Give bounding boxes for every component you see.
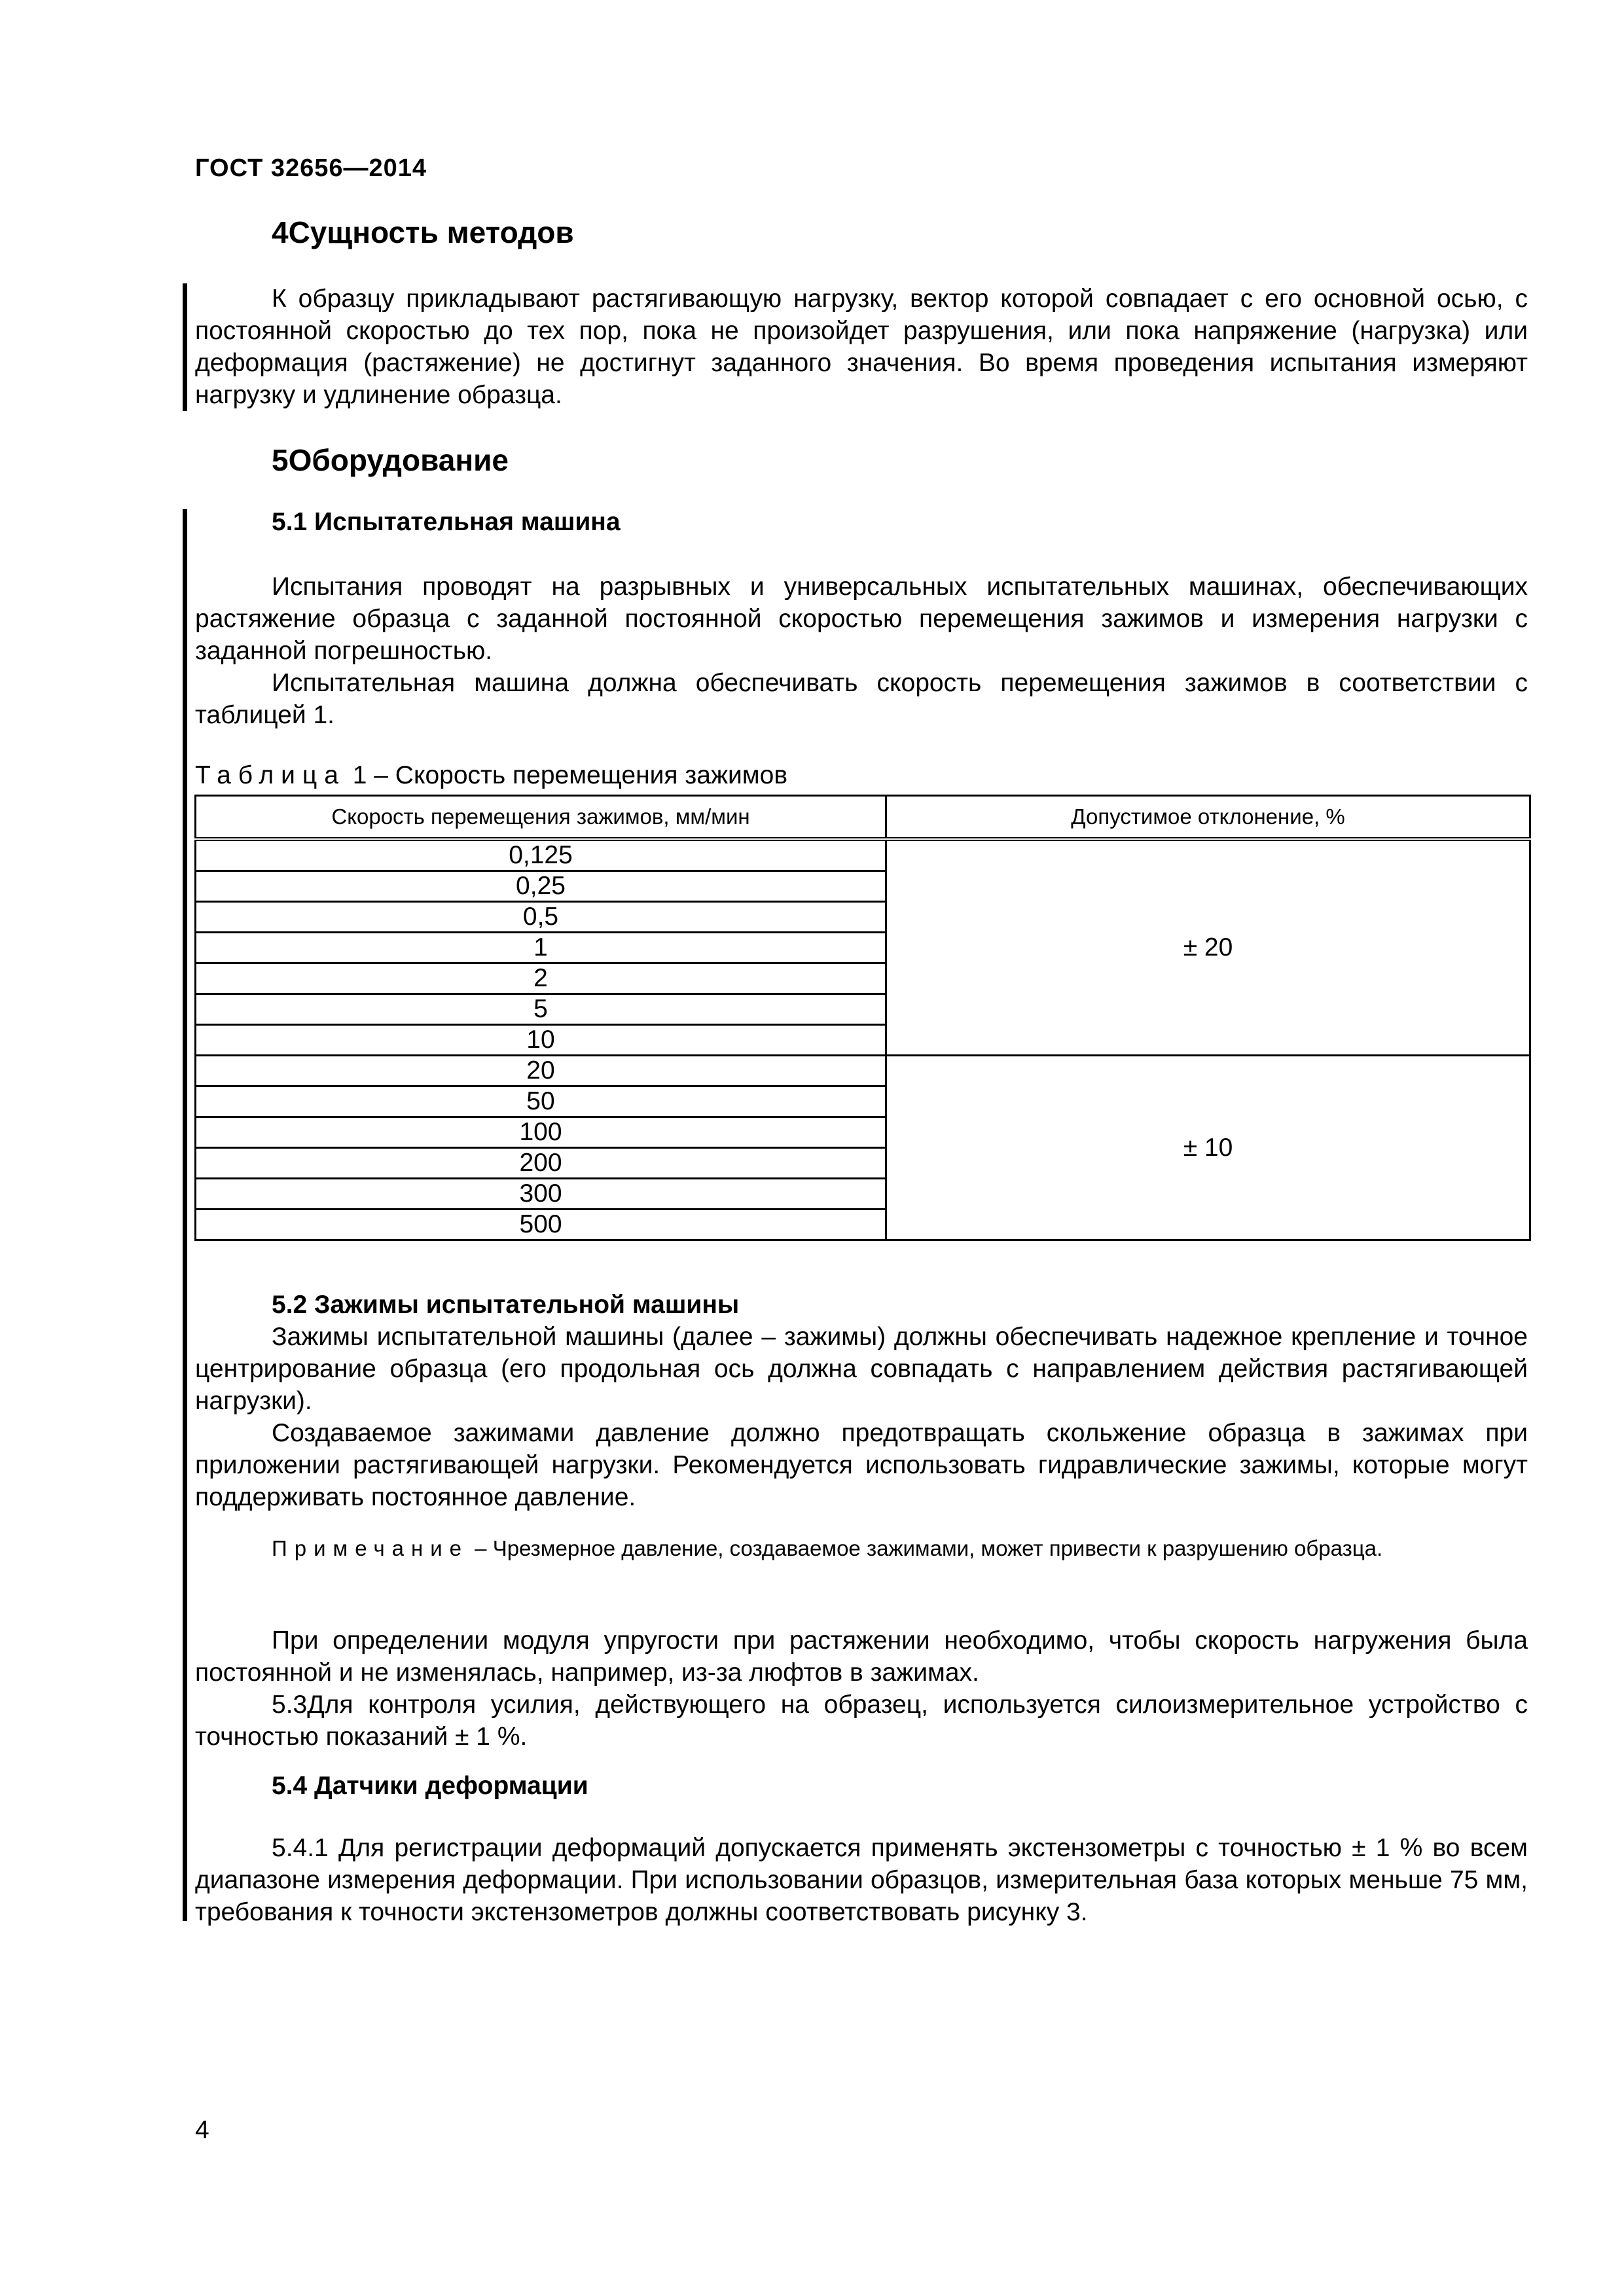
subsection-5-4-paragraph: 5.4.1 Для регистрации деформаций допускается применять экстензометры с точностью ± 1 % во всем диапазоне измерения деформации. При использовании образцов, измерительная база которых меньше 75 мм, требования к точности экстензометров должны соответствовать рисунку 3.	[195, 1834, 1528, 1926]
subsection-5-2-paragraph: При определении модуля упругости при растяжении необходимо, чтобы скорость нагружения была постоянной и не изменялась, например, из-за люфтов в зажимах.	[195, 1626, 1528, 1687]
speed-cell: 0,25	[196, 871, 886, 902]
note-text: – Чрезмерное давление, создаваемое зажимами, может привести к разрушению образца.	[469, 1536, 1383, 1560]
section-5-title: 5Оборудование	[272, 443, 509, 477]
speed-cell: 0,5	[196, 902, 886, 933]
change-bar	[183, 509, 187, 1921]
table-header-row	[196, 796, 1530, 840]
tolerance-cell: ± 10	[886, 1056, 1530, 1240]
subsection-5-4-title: 5.4 Датчики деформации	[272, 1772, 588, 1800]
table-caption-label: Таблица	[195, 761, 346, 789]
subsection-5-1-paragraph: Испытания проводят на разрывных и универсальных испытательных машинах, обеспечивающих растяжение образца с заданной постоянной скоростью перемещения зажимов и измерения нагрузки с заданной погрешностью.	[195, 573, 1528, 665]
table-row	[196, 839, 1530, 871]
subsection-5-2-title: 5.2 Зажимы испытательной машины	[272, 1291, 740, 1319]
change-bar	[183, 283, 187, 411]
speed-cell: 0,125	[196, 839, 886, 871]
speed-cell: 2	[196, 963, 886, 994]
note-label: Примечание	[272, 1536, 469, 1560]
table-caption-text: 1 – Скорость перемещения зажимов	[345, 761, 788, 789]
speed-cell: 20	[196, 1056, 886, 1086]
page-number: 4	[195, 2116, 209, 2144]
speed-table	[194, 795, 1531, 1241]
note	[195, 1532, 1528, 1564]
speed-cell: 300	[196, 1179, 886, 1210]
speed-cell: 1	[196, 933, 886, 963]
subsection-5-2-paragraph: Создаваемое зажимами давление должно предотвращать скольжение образца в зажимах при приложении растягивающей нагрузки. Рекомендуется использовать гидравлические зажимы, которые могут поддерживать постоянное давление.	[195, 1419, 1528, 1511]
speed-cell: 100	[196, 1117, 886, 1148]
speed-cell: 50	[196, 1086, 886, 1117]
subsection-5-3-paragraph: 5.3Для контроля усилия, действующего на образец, используется силоизмерительное устройство с точностью показаний ± 1 %.	[195, 1691, 1528, 1751]
document-header: ГОСТ 32656—2014	[195, 154, 427, 182]
section-4-title: 4Сущность методов	[272, 215, 574, 249]
speed-cell: 200	[196, 1148, 886, 1179]
subsection-5-1-paragraph: Испытательная машина должна обеспечивать скорость перемещения зажимов в соответствии с таблицей 1.	[195, 669, 1528, 729]
subsection-5-2-paragraph: Зажимы испытательной машины (далее – зажимы) должны обеспечивать надежное крепление и точное центрирование образца (его продольная ось должна совпадать с направлением действия растягивающей нагрузки).	[195, 1323, 1528, 1415]
table-header-tolerance: Допустимое отклонение, %	[886, 796, 1530, 840]
tolerance-cell: ± 20	[886, 839, 1530, 1056]
table-caption	[195, 761, 787, 790]
speed-cell: 5	[196, 994, 886, 1025]
speed-cell: 10	[196, 1025, 886, 1056]
section-4-text: К образцу прикладывают растягивающую нагрузку, вектор которой совпадает с его основной осью, с постоянной скоростью до тех пор, пока не произойдет разрушения, или пока напряжение (нагрузка) или деформация (растяжение) не достигнут заданного значения. Во время проведения испытания измеряют нагрузку и удлинение образца.	[195, 285, 1528, 409]
table-row	[196, 1056, 1530, 1086]
subsection-5-1-title: 5.1 Испытательная машина	[272, 508, 621, 536]
table-header-speed: Скорость перемещения зажимов, мм/мин	[196, 796, 886, 840]
speed-cell: 500	[196, 1210, 886, 1240]
